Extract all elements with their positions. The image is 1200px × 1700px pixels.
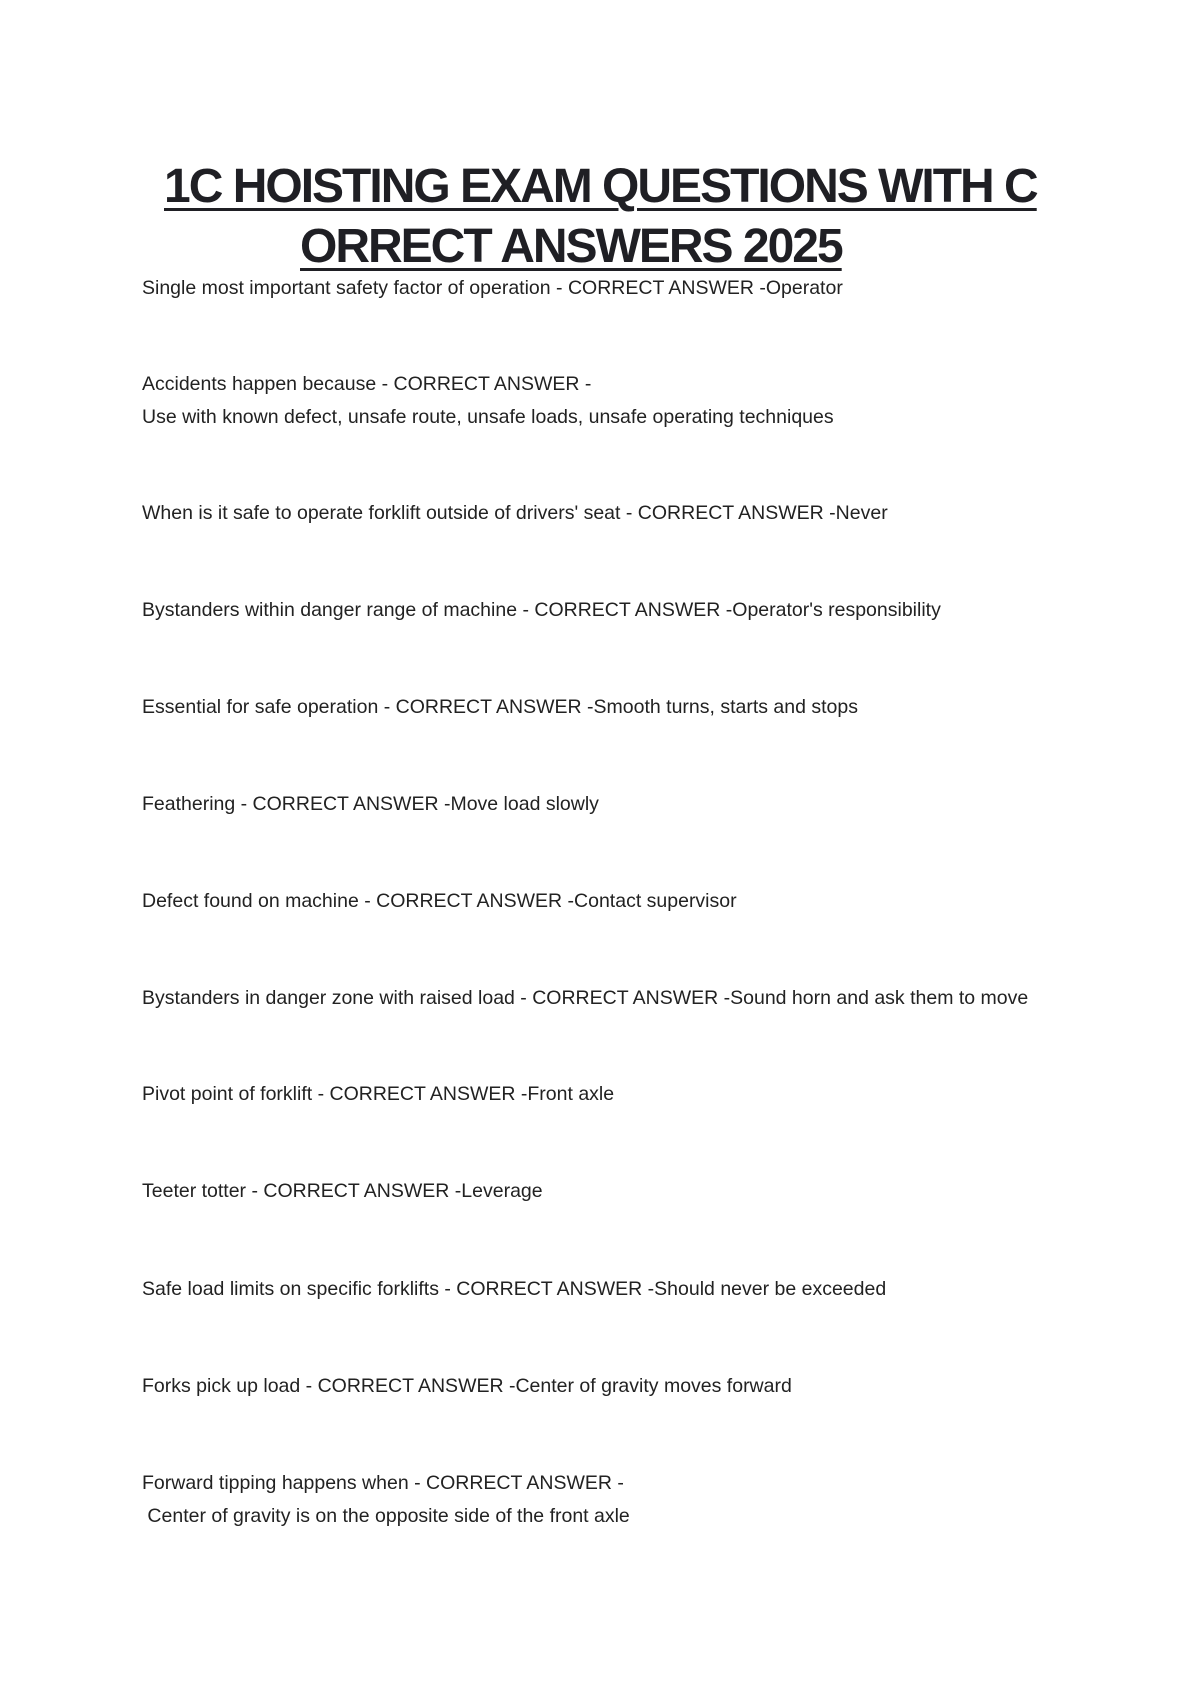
qa-item-7 <box>142 885 737 918</box>
qa-question: Bystanders within danger range of machine - CORRECT ANSWER -Operator's responsibility <box>142 599 941 621</box>
qa-item-8 <box>142 982 1028 1015</box>
qa-item-6 <box>142 788 599 821</box>
qa-question: Essential for safe operation - CORRECT ANSWER -Smooth turns, starts and stops <box>142 696 858 718</box>
qa-item-11 <box>142 1273 886 1306</box>
qa-question: Single most important safety factor of operation - CORRECT ANSWER -Operator <box>142 277 843 299</box>
qa-answer: Center of gravity is on the opposite side of the front axle <box>142 1505 630 1527</box>
qa-question: When is it safe to operate forklift outside of drivers' seat - CORRECT ANSWER -Never <box>142 502 888 524</box>
title-line-1: 1C HOISTING EXAM QUESTIONS WITH C <box>164 160 1037 213</box>
qa-item-4 <box>142 594 941 627</box>
qa-question: Forks pick up load - CORRECT ANSWER -Center of gravity moves forward <box>142 1375 792 1397</box>
qa-item-5 <box>142 691 858 724</box>
qa-question: Feathering - CORRECT ANSWER -Move load slowly <box>142 793 599 815</box>
qa-item-1 <box>142 272 843 305</box>
qa-item-13 <box>142 1467 630 1533</box>
qa-item-10 <box>142 1175 543 1208</box>
qa-item-9 <box>142 1078 614 1111</box>
qa-question: Accidents happen because - CORRECT ANSWER - <box>142 373 592 395</box>
qa-question: Pivot point of forklift - CORRECT ANSWER -Front axle <box>142 1083 615 1105</box>
qa-item-3 <box>142 497 888 530</box>
qa-question: Teeter totter - CORRECT ANSWER -Leverage <box>142 1180 543 1202</box>
qa-item-12 <box>142 1370 792 1403</box>
qa-question: Safe load limits on specific forklifts - CORRECT ANSWER -Should never be exceeded <box>142 1278 887 1300</box>
qa-question: Defect found on machine - CORRECT ANSWER -Contact supervisor <box>142 890 737 912</box>
qa-question: Forward tipping happens when - CORRECT ANSWER - <box>142 1472 624 1494</box>
qa-answer: Use with known defect, unsafe route, unsafe loads, unsafe operating techniques <box>142 406 834 428</box>
title-line-2: ORRECT ANSWERS 2025 <box>300 220 842 273</box>
qa-question: Bystanders in danger zone with raised load - CORRECT ANSWER -Sound horn and ask them to move <box>142 987 1029 1009</box>
qa-item-2 <box>142 368 834 434</box>
